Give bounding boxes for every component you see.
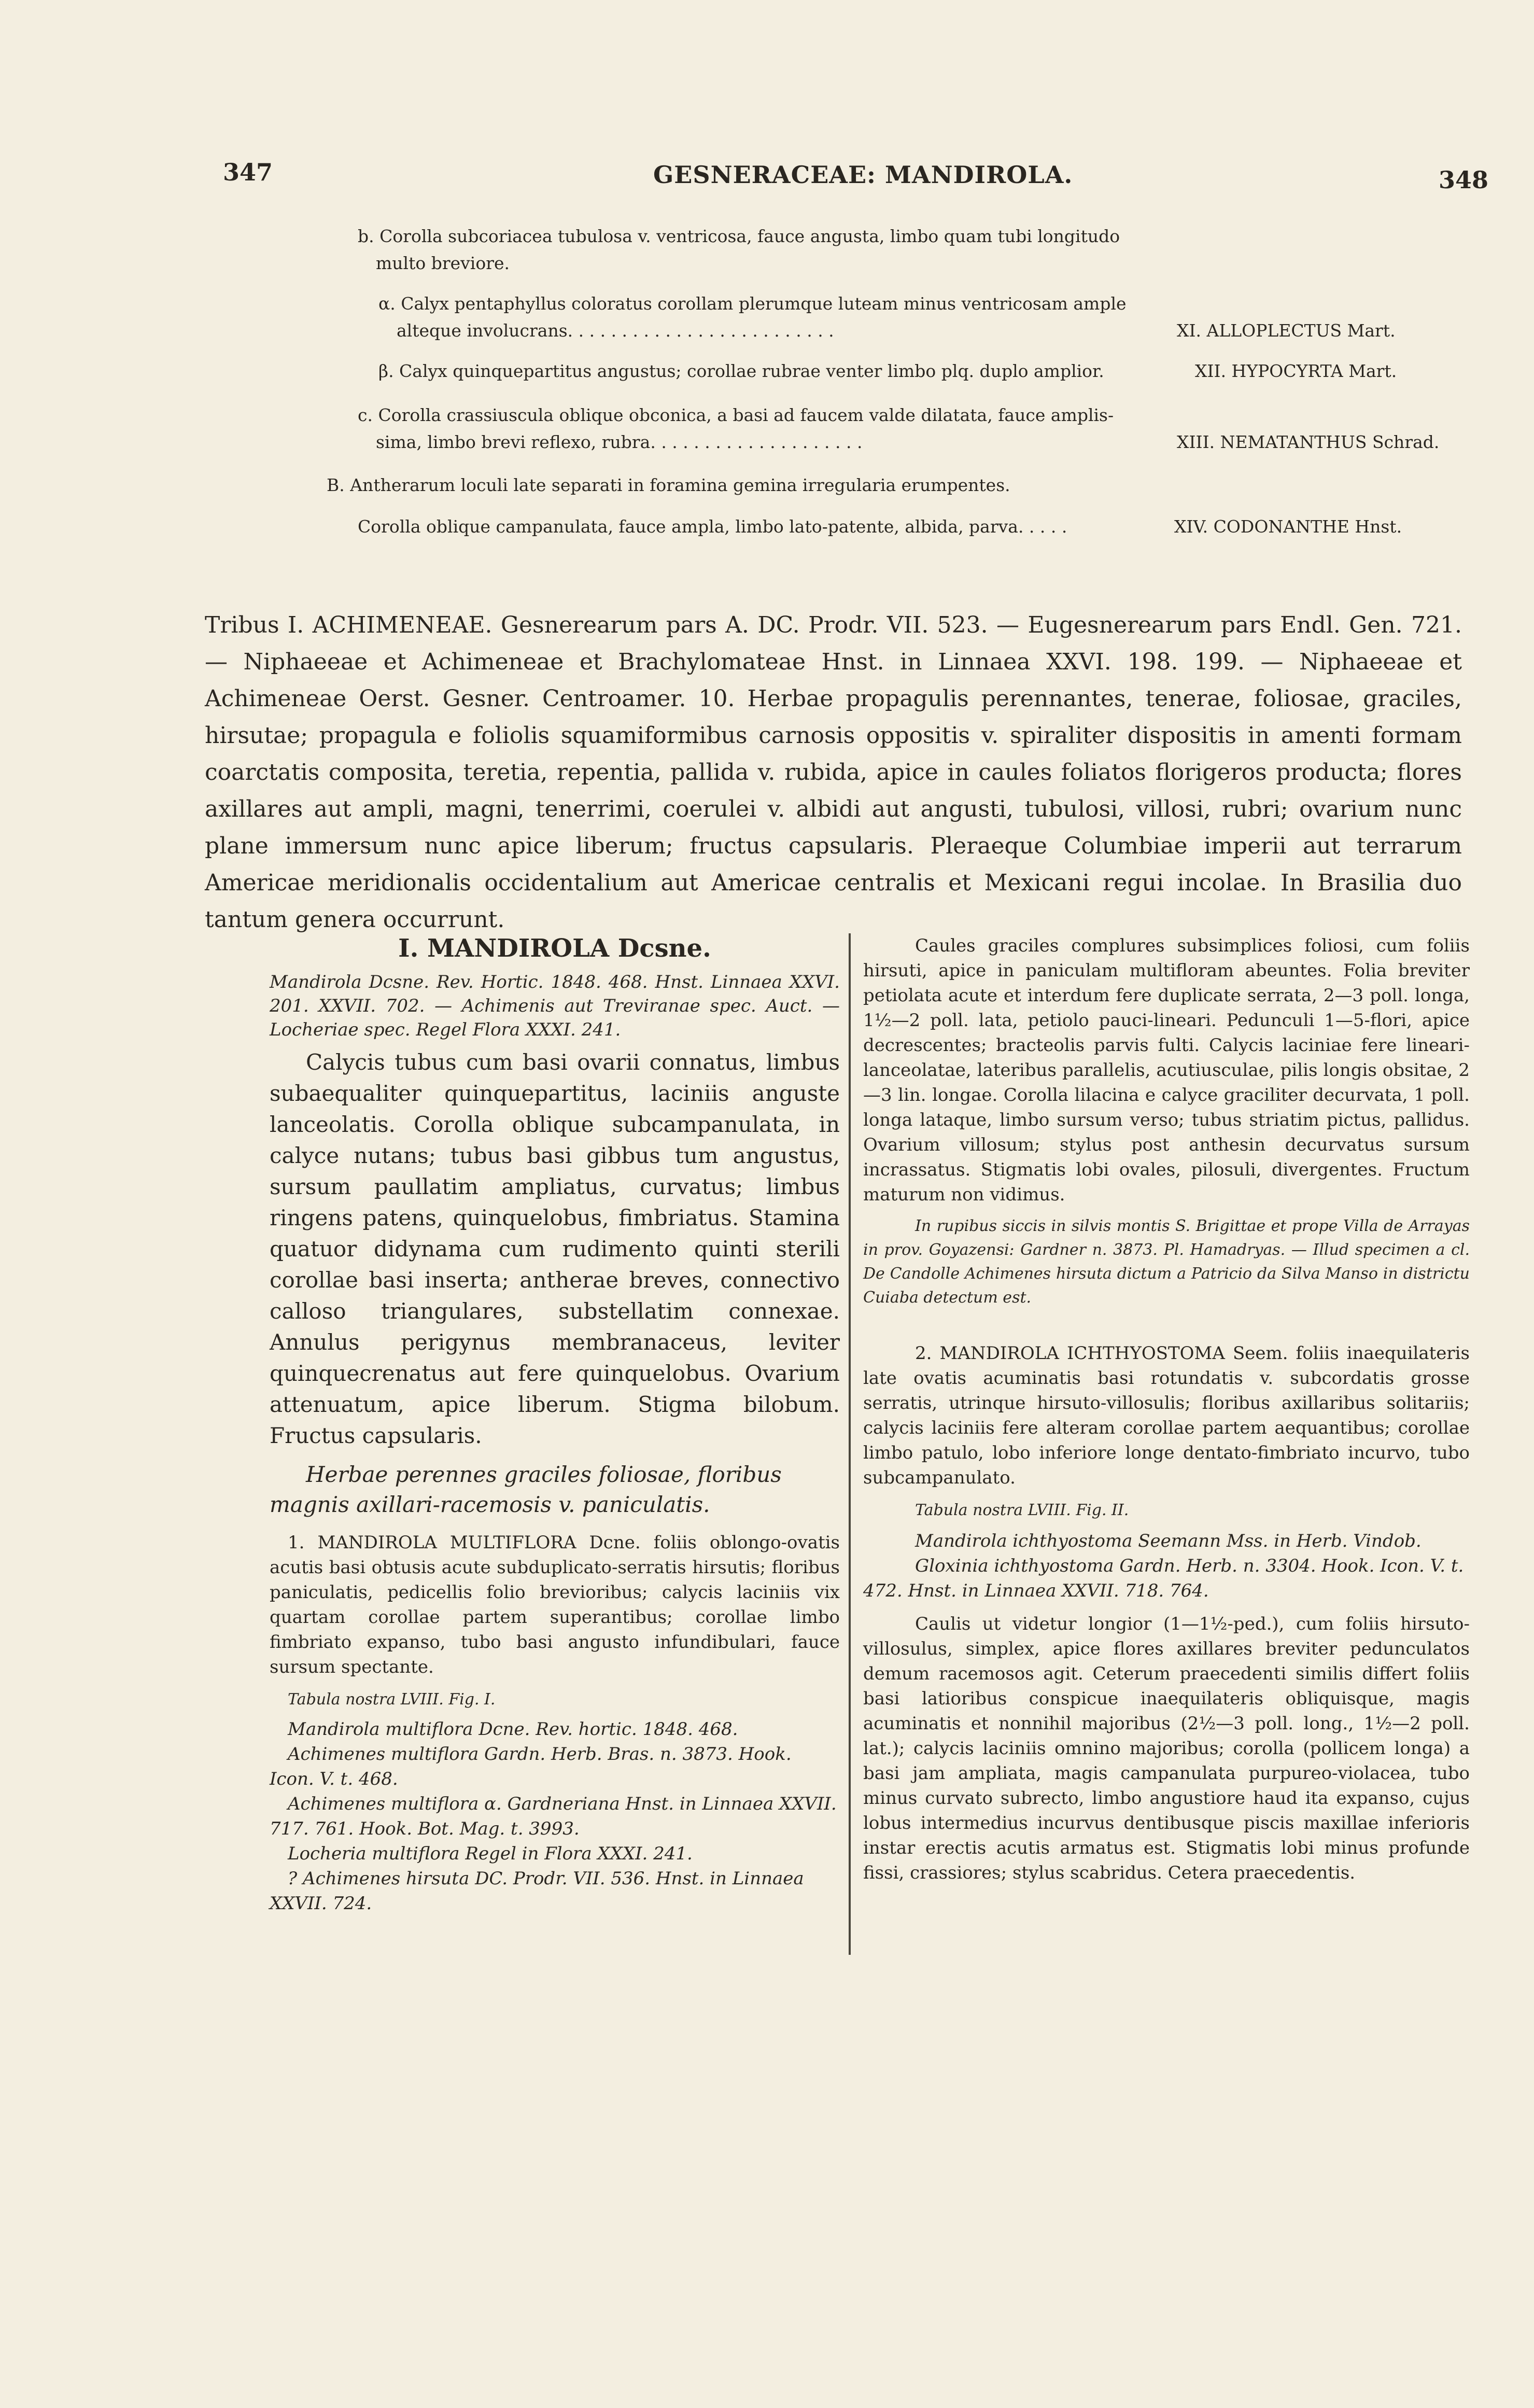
key-B-line: B. Antherarum loculi late separati in foramina gemina irregularia erumpentes. [327,475,1010,495]
page-number-right: 348 [1439,166,1489,194]
species1-synonym-4: Locheria multiflora Regel in Flora XXXI. 241. [288,1843,693,1864]
species2-description: 2. MANDIROLA ICHTHYOSTOMA Seem. foliis inaequilateris late ovatis acuminatis basi rotundatis v. subcordatis grosse serratis, utrinque hirsuto-villosulis; floribus axillaribus solitariis; calycis laciniis fere alteram corollae partem aequantibus; corollae limbo patulo, lobo inferiore longe dentato-fimbriato incurvo, tubo subcampanulato. [863,1343,1470,1488]
species2-plate: Tabula nostra LVIII. Fig. II. [915,1501,1129,1519]
genus-synonymy: Mandirola Dcsne. Rev. Hortic. 1848. 468. Hnst. Linnaea XXVI. 201. XXVII. 702. — Achimenis aut Treviranae spec. Auct. — Locheriae spec. Regel Flora XXXI. 241. [270,972,840,1040]
species1-continuation: Caules graciles complures subsimplices foliosi, cum foliis hirsuti, apice in paniculam multifloram abeuntes. Folia breviter petiolata acute et interdum fere duplicate serrata, 2—3 poll. longa, 1½—2 poll. lata, petiolo pauci-lineari. Pedunculi 1—5-flori, apice decrescentes; bracteolis parvis fulti. Calycis laciniae fere lineari-lanceolatae, lateribus parallelis, acutiusculae, pilis longis obsitae, 2—3 lin. longae. Corolla lilacina e calyce graciliter decurvata, 1 poll. longa lataque, limbo sursum verso; tubus striatim pictus, pallidus. Ovarium villosum; stylus post anthesin decurvatus sursum incrassatus. Stigmatis lobi ovales, pilosuli, divergentes. Fructum maturum non vidimus. [863,935,1470,1205]
species1-description: 1. MANDIROLA MULTIFLORA Dcne. foliis oblongo-ovatis acutis basi obtusis acute subduplicato-serratis hirsutis; floribus paniculatis, pedicellis folio brevioribus; calycis laciniis vix quartam corollae partem superantibus; corollae limbo fimbriato expanso, tubo basi angusto infundibulari, fauce sursum spectante. [270,1532,840,1677]
left-column [270,931,840,1916]
key-alpha-line2: alteque involucrans. . . . . . . . . . . . . . . . . . . . . . . . . [397,320,834,341]
column-divider [849,933,851,1955]
key-B2-line: Corolla oblique campanulata, fauce ampla, limbo lato-patente, albida, parva. . . . . [358,516,1067,537]
key-B2-ref: XIV. CODONANTHE Hnst. [1174,516,1402,537]
key-b-line1: b. Corolla subcoriacea tubulosa v. ventricosa, fauce angusta, limbo quam tubi longitudo [358,226,1120,246]
key-entry-b [358,223,1120,277]
key-entry-c [358,402,1472,456]
key-c-line2: sima, limbo brevi reflexo, rubra. . . . . . . . . . . . . . . . . . . . [376,432,863,452]
genus-description: Calycis tubus cum basi ovarii connatus, limbus subaequaliter quinquepartitus, laciniis anguste lanceolatis. Corolla oblique subcampanulata, in calyce nutans; tubus basi gibbus tum angustus, sursum paullatim ampliatus, curvatus; limbus ringens patens, quinquelobus, fimbriatus. Stamina quatuor didynama cum rudimento quinti sterili corollae basi inserta; antherae breves, connectivo calloso triangulares, substellatim connexae. Annulus perigynus membranaceus, leviter quinquecrenatus aut fere quinquelobus. Ovarium attenuatum, apice liberum. Stigma bilobum. Fructus capsularis. [270,1049,840,1448]
key-b-line2: multo breviore. [376,253,510,273]
key-entry-alpha [378,290,1467,344]
species1-locality: In rupibus siccis in silvis montis S. Brigittae et prope Villa de Arrayas in prov. Goyazensi: Gardner n. 3873. Pl. Hamadryas. — Illud specimen a cl. De Candolle Achimenes hirsuta dictum a Patricio da Silva Manso in districtu Cuiaba detectum est. [863,1217,1470,1307]
key-c-ref: XIII. NEMATANTHUS Schrad. [1177,432,1440,452]
key-entry-beta [378,358,1467,385]
species2-continuation: Caulis ut videtur longior (1—1½-ped.), cum foliis hirsuto-villosulus, simplex, apice flores axillares breviter pedunculatos demum racemosos agit. Ceterum praecedenti similis differt foliis basi latioribus conspicue inaequilateris obliquisque, magis acuminatis et nonnihil majoribus (2½—3 poll. long., 1½—2 poll. lat.); calycis laciniis omnino majoribus; corolla (pollicem longa) a basi jam ampliata, magis campanulata purpureo-violacea, tubo minus curvato subrecto, limbo angustiore haud ita expanso, cujus lobus intermedius incurvus dentibusque piscis maxillae inferioris instar erectis acutis armatus est. Stigmatis lobi minus profunde fissi, crassiores; stylus scabridus. Cetera praecedentis. [863,1614,1470,1883]
page-number-left: 347 [223,158,273,186]
species1-plate: Tabula nostra LVIII. Fig. I. [288,1690,496,1709]
species2-synonym-1: Mandirola ichthyostoma Seemann Mss. in Herb. Vindob. [915,1531,1422,1551]
species1-synonym-1: Mandirola multiflora Dcne. Rev. hortic. 1848. 468. [288,1719,738,1740]
genus-title: I. MANDIROLA Dcsne. [398,934,711,963]
key-beta-ref: XII. HYPOCYRTA Mart. [1195,361,1397,381]
key-alpha-line1: α. Calyx pentaphyllus coloratus corollam plerumque luteam minus ventricosam ample [378,293,1127,314]
key-beta-line: β. Calyx quinquepartitus angustus; corollae rubrae venter limbo plq. duplo amplior. [378,361,1104,381]
key-entry-B2 [358,513,1472,540]
tribus-paragraph: Tribus I. ACHIMENEAE. Gesnerearum pars A. DC. Prodr. VII. 523. — Eugesnerearum pars Endl. Gen. 721. — Niphaeeae et Achimeneae et Brachylomateae Hnst. in Linnaea XXVI. 198. 199. — Niphaeeae et Achimeneae Oerst. Gesner. Centroamer. 10. Herbae propagulis perennantes, tenerae, foliosae, graciles, hirsutae; propagula e foliolis squamiformibus carnosis oppositis v. spiraliter dispositis in amenti formam coarctatis composita, teretia, repentia, pallida v. rubida, apice in caules foliatos florigeros producta; flores axillares aut ampli, magni, tenerrimi, coerulei v. albidi aut angusti, tubulosi, villosi, rubri; ovarium nunc plane immersum nunc apice liberum; fructus capsularis. Pleraeque Columbiae imperii aut terrarum Americae meridionalis occidentalium aut Americae centralis et Mexicani regui incolae. In Brasilia duo tantum genera occurrunt. [205,612,1462,933]
key-entry-B [327,472,1010,499]
species2-synonym-2: Gloxinia ichthyostoma Gardn. Herb. n. 3304. Hook. Icon. V. t. 472. Hnst. in Linnaea XXVII. 718. 764. [863,1556,1464,1601]
right-column [863,933,1470,1885]
key-alpha-ref: XI. ALLOPLECTUS Mart. [1177,320,1396,341]
species1-synonym-5: ? Achimenes hirsuta DC. Prodr. VII. 536. Hnst. in Linnaea XXVII. 724. [270,1868,804,1914]
species1-synonym-3: Achimenes multiflora α. Gardneriana Hnst. in Linnaea XXVII. 717. 761. Hook. Bot. Mag. t. 3993. [270,1794,837,1839]
key-c-line1: c. Corolla crassiuscula oblique obconica, a basi ad faucem valde dilatata, fauce amplis- [358,405,1114,425]
species1-synonym-2: Achimenes multiflora Gardn. Herb. Bras. n. 3873. Hook. Icon. V. t. 468. [270,1744,792,1789]
genus-habit: Herbae perennes graciles foliosae, floribus magnis axillari-racemosis v. paniculatis. [270,1462,782,1517]
running-title: GESNERACEAE: MANDIROLA. [653,161,1073,189]
